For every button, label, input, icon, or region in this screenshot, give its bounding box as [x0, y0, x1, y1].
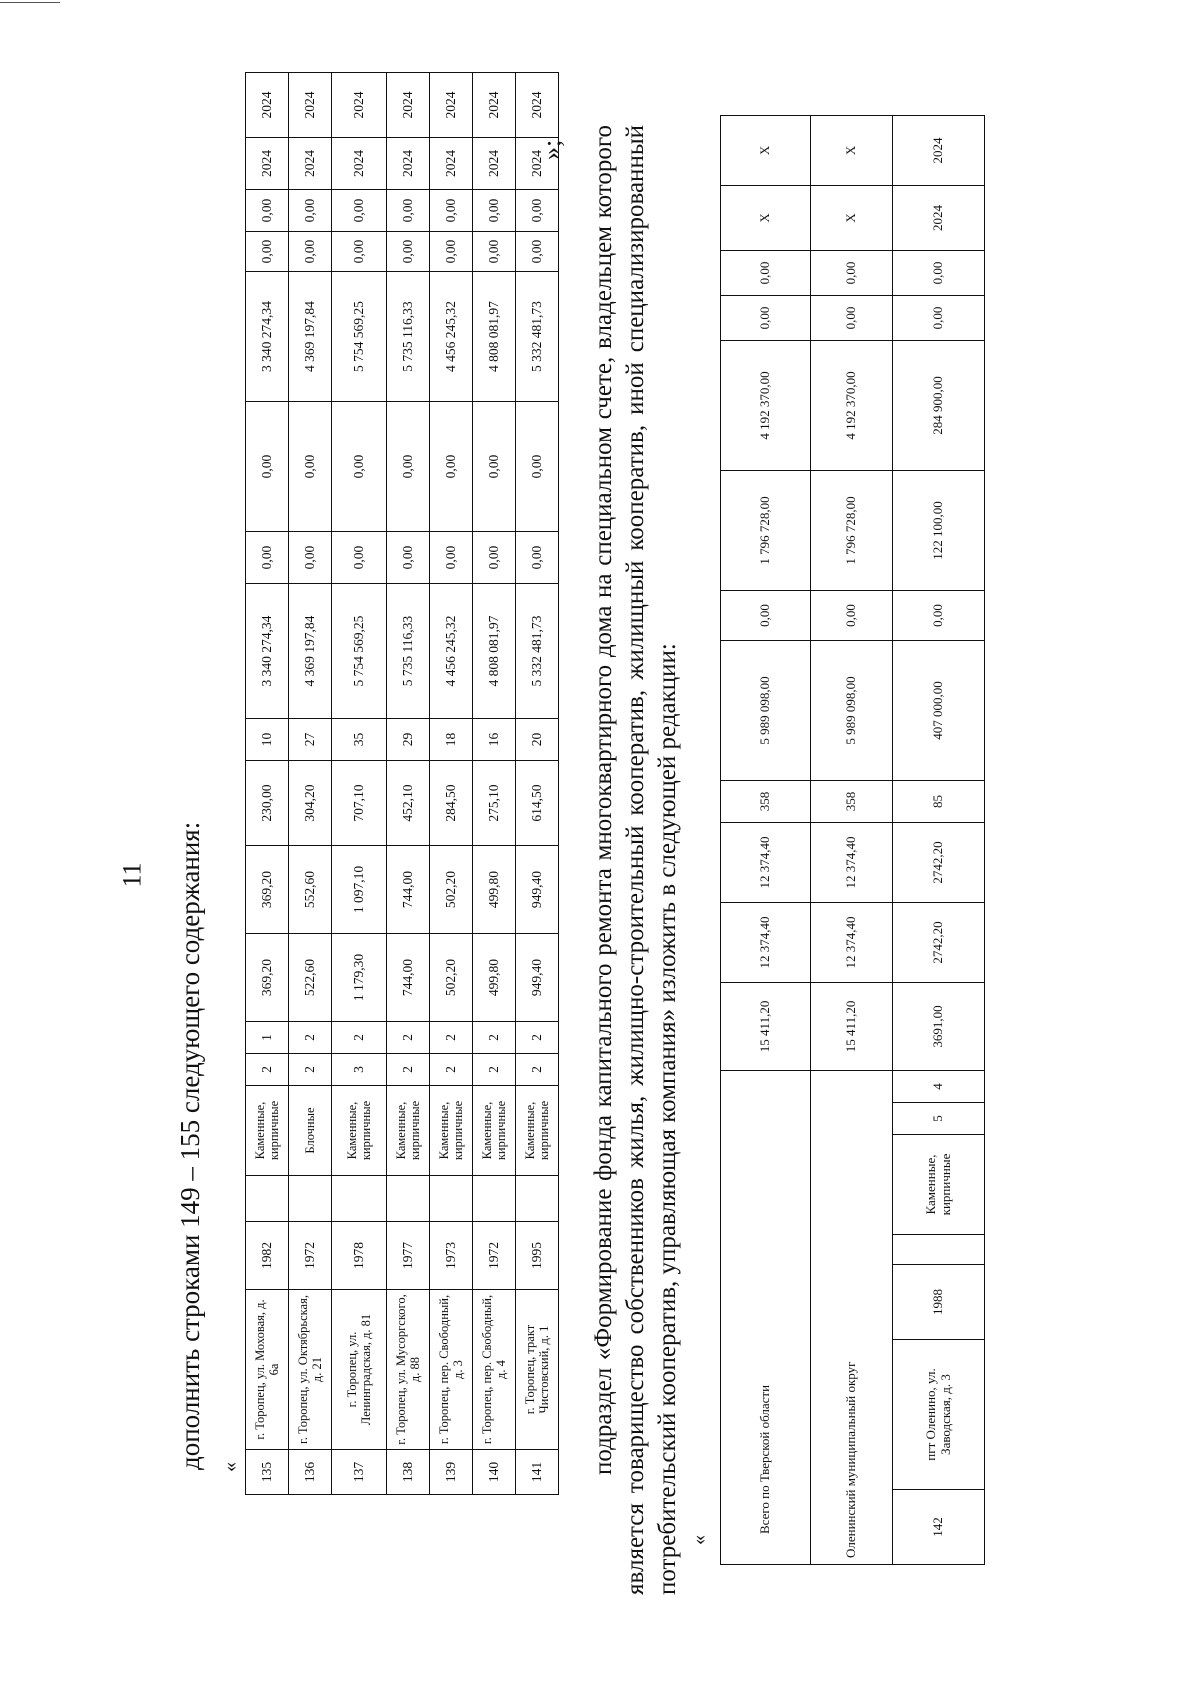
row-year: 1972 [289, 1222, 332, 1290]
district-area: 15 411,20 [811, 982, 893, 1070]
row-floors: 3 [332, 1054, 387, 1086]
row-year-b: 2024 [387, 73, 430, 138]
district-fund-fed: 0,00 [811, 590, 893, 640]
row-area-living: 1 097,10 [332, 846, 387, 934]
row-entrances: 2 [430, 1022, 473, 1054]
row-residents: 20 [516, 719, 559, 761]
row-entrances: 2 [473, 1022, 516, 1054]
row-address: г. Торопец, ул. Ленинградская, д. 81 [332, 1290, 387, 1450]
table-row [473, 73, 516, 1495]
houses-table-1 [245, 72, 559, 1495]
row-spec-a: 0,00 [516, 232, 559, 272]
row-floors: 2 [516, 1054, 559, 1086]
table-row [387, 73, 430, 1495]
row-year-2 [473, 1176, 516, 1222]
row-cost: 5 735 116,33 [387, 584, 430, 719]
row-address: пгт Оленино, ул. Заводская, д. 3 [893, 1340, 985, 1490]
row-area-living: 744,00 [387, 846, 430, 934]
district-spec-b: 0,00 [811, 250, 893, 295]
row-year-2 [289, 1176, 332, 1222]
total-fund-fed: 0,00 [721, 590, 811, 640]
row-floors: 2 [430, 1054, 473, 1086]
houses-table-2 [720, 115, 985, 1565]
row-fund-fed: 0,00 [387, 532, 430, 584]
paragraph: подраздел «Формирование фонда капитального ремонта многоквартирного дома на специальном счете, владельцем которого является товарищество собственников жилья, жилищно-строительный кооператив, жилищный кооператив, иной специализированный потребительский кооператив, управляющая компания» изложить в следующей редакции: [590, 125, 681, 1595]
row-fund-reg: 0,00 [387, 402, 430, 532]
row-fund-owners: 4 456 245,32 [430, 272, 473, 402]
row-spec-b: 0,00 [332, 190, 387, 232]
row-entrances: 4 [893, 1070, 985, 1102]
total-cost: 5 989 098,00 [721, 640, 811, 780]
total-spec-b: 0,00 [721, 250, 811, 295]
row-area-living: 2742,20 [893, 902, 985, 982]
row-spec-b: 0,00 [473, 190, 516, 232]
row-number: 137 [332, 1450, 387, 1495]
row-year-a: 2024 [289, 138, 332, 190]
total-year-a: Х [721, 185, 811, 250]
row-material: Каменные, кирпичные [246, 1086, 289, 1176]
row-fund-owners: 5 735 116,33 [387, 272, 430, 402]
total-area: 15 411,20 [721, 982, 811, 1070]
row-fund-fed: 0,00 [332, 532, 387, 584]
row-cost: 4 369 197,84 [289, 584, 332, 719]
row-residents: 29 [387, 719, 430, 761]
row-year-2 [387, 1176, 430, 1222]
row-floors: 5 [893, 1103, 985, 1135]
row-fund-owners: 5 754 569,25 [332, 272, 387, 402]
row-year-b: 2024 [430, 73, 473, 138]
row-fund-reg: 0,00 [289, 402, 332, 532]
row-material: Каменные, кирпичные [332, 1086, 387, 1176]
row-address: г. Торопец, ул. Октябрьская, д. 21 [289, 1290, 332, 1450]
row-residents: 35 [332, 719, 387, 761]
row-year-b: 2024 [473, 73, 516, 138]
row-area-owned: 452,10 [387, 761, 430, 846]
row-fund-reg: 0,00 [430, 402, 473, 532]
row-year-b: 2024 [332, 73, 387, 138]
district-fund-reg: 1 796 728,00 [811, 470, 893, 590]
row-address: г. Торопец, ул. Моховая, д. 6а [246, 1290, 289, 1450]
table-row [893, 115, 985, 1564]
row-total-area: 369,20 [246, 934, 289, 1022]
row-spec-b: 0,00 [516, 190, 559, 232]
row-spec-b: 0,00 [387, 190, 430, 232]
district-row [811, 115, 893, 1564]
row-total-area: 949,40 [516, 934, 559, 1022]
total-area-owned: 12 374,40 [721, 822, 811, 902]
row-number: 136 [289, 1450, 332, 1495]
row-residents: 10 [246, 719, 289, 761]
row-year: 1995 [516, 1222, 559, 1290]
total-spec-a: 0,00 [721, 295, 811, 340]
row-floors: 2 [387, 1054, 430, 1086]
row-year-b: 2024 [893, 115, 985, 185]
row-year-a: 2024 [387, 138, 430, 190]
district-spec-a: 0,00 [811, 295, 893, 340]
row-spec-b: 0,00 [893, 250, 985, 295]
row-cost: 4 456 245,32 [430, 584, 473, 719]
row-year-2 [332, 1176, 387, 1222]
total-label: Всего по Тверской области [721, 1070, 811, 1564]
row-spec-b: 0,00 [430, 190, 473, 232]
row-cost: 3 340 274,34 [246, 584, 289, 719]
row-fund-fed: 0,00 [893, 590, 985, 640]
district-residents: 358 [811, 780, 893, 822]
row-area-owned: 284,50 [430, 761, 473, 846]
row-spec-b: 0,00 [246, 190, 289, 232]
row-fund-fed: 0,00 [430, 532, 473, 584]
district-year-b: Х [811, 115, 893, 185]
total-row [721, 115, 811, 1564]
open-quote-2: « [688, 1535, 710, 1545]
row-total-area: 502,20 [430, 934, 473, 1022]
row-year-2 [516, 1176, 559, 1222]
row-year-a: 2024 [430, 138, 473, 190]
row-fund-fed: 0,00 [289, 532, 332, 584]
close-quote: »; [537, 139, 566, 160]
top-edge-dash [0, 2, 60, 3]
row-number: 135 [246, 1450, 289, 1495]
row-number: 138 [387, 1450, 430, 1495]
row-material: Каменные, кирпичные [473, 1086, 516, 1176]
row-spec-a: 0,00 [332, 232, 387, 272]
row-floors: 2 [246, 1054, 289, 1086]
row-cost: 4 808 081,97 [473, 584, 516, 719]
district-area-owned: 12 374,40 [811, 822, 893, 902]
row-material: Каменные, кирпичные [430, 1086, 473, 1176]
row-material: Каменные, кирпичные [387, 1086, 430, 1176]
row-area-owned: 614,50 [516, 761, 559, 846]
row-number: 140 [473, 1450, 516, 1495]
row-area-owned: 2742,20 [893, 822, 985, 902]
row-fund-reg: 0,00 [516, 402, 559, 532]
intro-text: дополнить строками 149 – 155 следующего содержания: [175, 821, 205, 1470]
row-material: Каменные, кирпичные [893, 1135, 985, 1235]
row-year: 1977 [387, 1222, 430, 1290]
district-year-a: Х [811, 185, 893, 250]
row-fund-fed: 0,00 [516, 532, 559, 584]
row-entrances: 2 [387, 1022, 430, 1054]
row-address: г. Торопец, ул. Мусоргского, д. 88 [387, 1290, 430, 1450]
row-floors: 2 [289, 1054, 332, 1086]
total-fund-owners: 4 192 370,00 [721, 340, 811, 470]
row-year-b: 2024 [289, 73, 332, 138]
row-spec-a: 0,00 [473, 232, 516, 272]
district-fund-owners: 4 192 370,00 [811, 340, 893, 470]
table-row [289, 73, 332, 1495]
row-year-2 [246, 1176, 289, 1222]
row-residents: 16 [473, 719, 516, 761]
total-residents: 358 [721, 780, 811, 822]
row-spec-b: 0,00 [289, 190, 332, 232]
row-total-area: 522,60 [289, 934, 332, 1022]
row-year-a: 2024 [246, 138, 289, 190]
row-area-owned: 304,20 [289, 761, 332, 846]
row-spec-a: 0,00 [893, 295, 985, 340]
row-area-living: 499,80 [473, 846, 516, 934]
row-year-a: 2024 [893, 185, 985, 250]
rotated-content [165, 80, 1165, 1640]
row-cost: 5 754 569,25 [332, 584, 387, 719]
row-address: г. Торопец, тракт Чистовский, д. 1 [516, 1290, 559, 1450]
row-fund-fed: 0,00 [246, 532, 289, 584]
row-total-area: 1 179,30 [332, 934, 387, 1022]
row-total-area: 499,80 [473, 934, 516, 1022]
total-year-b: Х [721, 115, 811, 185]
row-year-2 [893, 1235, 985, 1265]
row-floors: 2 [473, 1054, 516, 1086]
row-entrances: 2 [332, 1022, 387, 1054]
row-residents: 27 [289, 719, 332, 761]
row-spec-a: 0,00 [246, 232, 289, 272]
table-row [430, 73, 473, 1495]
row-spec-a: 0,00 [289, 232, 332, 272]
district-cost: 5 989 098,00 [811, 640, 893, 780]
row-year: 1972 [473, 1222, 516, 1290]
row-number: 141 [516, 1450, 559, 1495]
row-year-2 [430, 1176, 473, 1222]
table-row [516, 73, 559, 1495]
row-fund-owners: 4 808 081,97 [473, 272, 516, 402]
row-area-living: 949,40 [516, 846, 559, 934]
row-year: 1973 [430, 1222, 473, 1290]
row-year: 1982 [246, 1222, 289, 1290]
row-fund-owners: 5 332 481,73 [516, 272, 559, 402]
row-address: г. Торопец, пер. Свободный, д. 4 [473, 1290, 516, 1450]
row-fund-owners: 284 900,00 [893, 340, 985, 470]
row-fund-owners: 4 369 197,84 [289, 272, 332, 402]
row-entrances: 2 [289, 1022, 332, 1054]
row-year-b: 2024 [246, 73, 289, 138]
row-residents: 18 [430, 719, 473, 761]
row-entrances: 1 [246, 1022, 289, 1054]
row-fund-fed: 0,00 [473, 532, 516, 584]
row-material: Блочные [289, 1086, 332, 1176]
row-fund-reg: 0,00 [246, 402, 289, 532]
row-number: 142 [893, 1490, 985, 1565]
row-area-owned: 707,10 [332, 761, 387, 846]
row-residents: 85 [893, 780, 985, 822]
district-label: Оленинский муниципальный округ [811, 1070, 893, 1564]
row-year-a: 2024 [332, 138, 387, 190]
open-quote: « [219, 1462, 241, 1472]
row-address: г. Торопец, пер. Свободный, д. 3 [430, 1290, 473, 1450]
table-row [332, 73, 387, 1495]
row-total-area: 3691,00 [893, 982, 985, 1070]
table-row [246, 73, 289, 1495]
row-spec-a: 0,00 [430, 232, 473, 272]
row-year-a: 2024 [516, 138, 559, 190]
row-area-living: 369,20 [246, 846, 289, 934]
row-fund-reg: 122 100,00 [893, 470, 985, 590]
row-area-owned: 230,00 [246, 761, 289, 846]
row-year-a: 2024 [473, 138, 516, 190]
row-fund-owners: 3 340 274,34 [246, 272, 289, 402]
row-cost: 407 000,00 [893, 640, 985, 780]
total-fund-reg: 1 796 728,00 [721, 470, 811, 590]
row-cost: 5 332 481,73 [516, 584, 559, 719]
row-year: 1988 [893, 1265, 985, 1340]
district-area-living: 12 374,40 [811, 902, 893, 982]
row-total-area: 744,00 [387, 934, 430, 1022]
row-spec-a: 0,00 [387, 232, 430, 272]
row-material: Каменные, кирпичные [516, 1086, 559, 1176]
row-number: 139 [430, 1450, 473, 1495]
total-area-living: 12 374,40 [721, 902, 811, 982]
row-fund-reg: 0,00 [332, 402, 387, 532]
row-fund-reg: 0,00 [473, 402, 516, 532]
row-area-living: 552,60 [289, 846, 332, 934]
row-area-owned: 275,10 [473, 761, 516, 846]
page-number: 11 [117, 862, 147, 888]
row-year-b: 2024 [516, 73, 559, 138]
row-area-living: 502,20 [430, 846, 473, 934]
row-year: 1978 [332, 1222, 387, 1290]
row-entrances: 2 [516, 1022, 559, 1054]
